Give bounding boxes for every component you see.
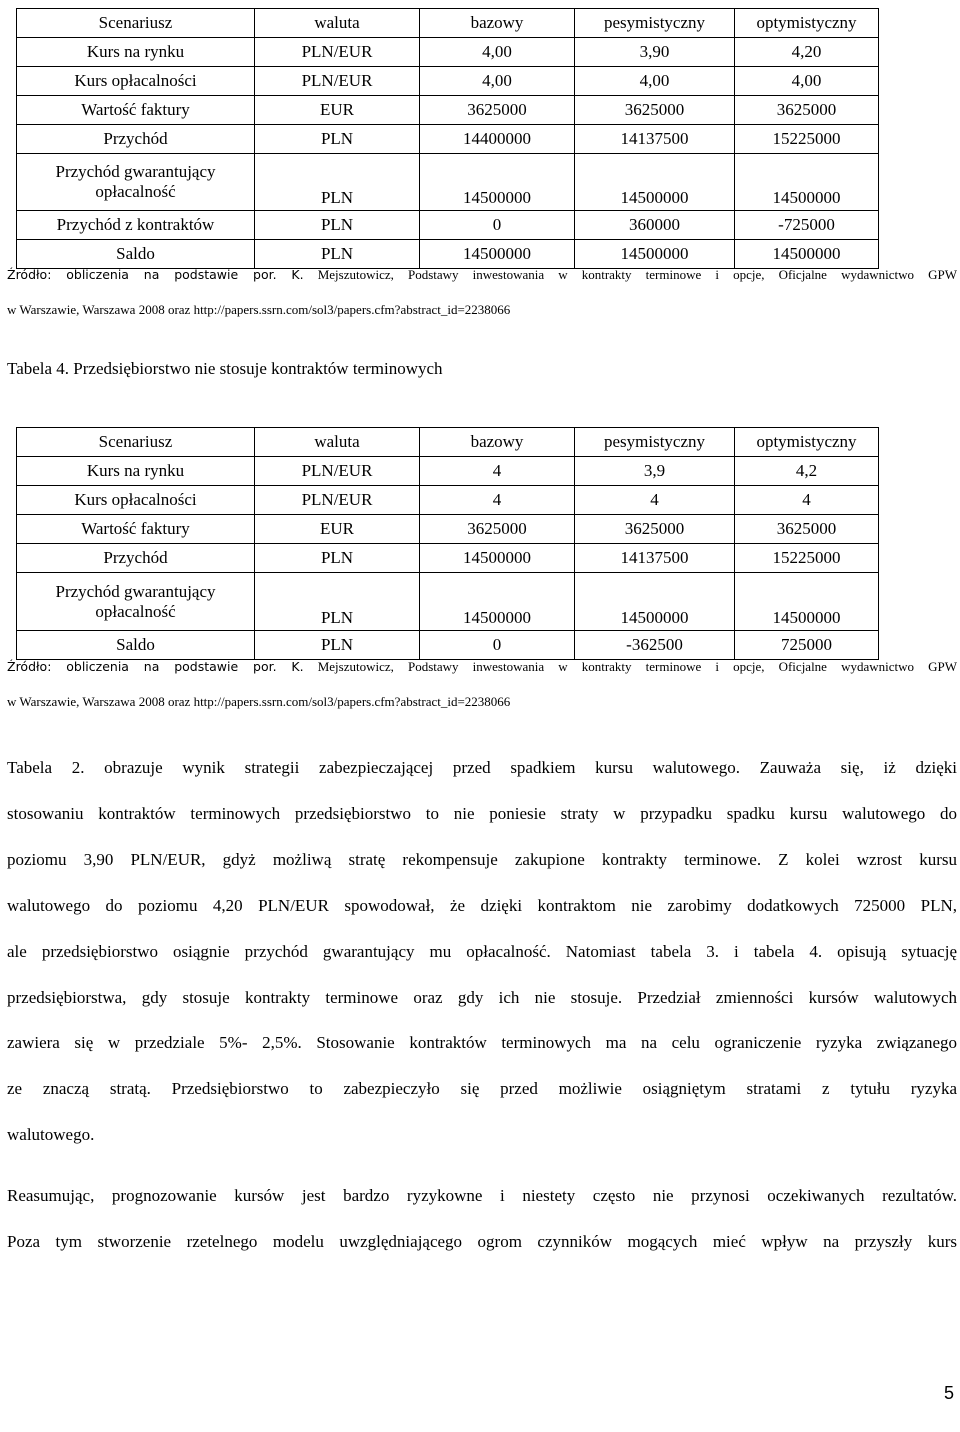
source-line-1 <box>7 267 957 283</box>
header-cell: optymistyczny <box>735 428 879 457</box>
table-row <box>17 154 879 211</box>
header-cell: pesymistyczny <box>575 428 735 457</box>
table-cell: Kurs na rynku <box>17 457 255 486</box>
table-cell: PLN <box>255 240 420 269</box>
table-cell: 725000 <box>735 631 879 660</box>
table-cell: 14500000 <box>735 240 879 269</box>
table-cell: -362500 <box>575 631 735 660</box>
table-cell: Przychód <box>17 125 255 154</box>
table-cell: 3625000 <box>575 515 735 544</box>
table-cell: 14137500 <box>575 125 735 154</box>
body-paragraph <box>7 745 957 1158</box>
table-kontrakty-scenariusze <box>16 8 879 269</box>
table-cell: 14400000 <box>420 125 575 154</box>
table-cell: Przychód z kontraktów <box>17 211 255 240</box>
paragraph-line: Reasumując, prognozowanie kursów jest bardzo ryzykowne i niestety często nie przynosi oczekiwanych rezultatów. <box>7 1186 957 1205</box>
table-cell: PLN <box>255 573 420 631</box>
table-row <box>17 486 879 515</box>
table-cell: PLN/EUR <box>255 67 420 96</box>
table-bez-kontraktow <box>16 427 879 660</box>
table-cell: 4 <box>735 486 879 515</box>
page-number: 5 <box>943 1383 954 1403</box>
table-row <box>17 457 879 486</box>
paragraph-line: ale przedsiębiorstwo osiągnie przychód gwarantujący mu opłacalność. Natomiast tabela 3. i tabela 4. opisują sytuację <box>7 941 957 961</box>
source-line-1 <box>7 659 957 675</box>
table-cell: 15225000 <box>735 125 879 154</box>
table-cell: PLN <box>255 125 420 154</box>
table-cell: PLN <box>255 544 420 573</box>
table-cell: 4,20 <box>735 38 879 67</box>
table-header-row <box>17 9 879 38</box>
paragraph-line: ze znaczą stratą. Przedsiębiorstwo to zabezpieczyło się przed możliwie osiągniętym stratami z tytułu ryzyka <box>7 1079 957 1099</box>
table-cell: 0 <box>420 211 575 240</box>
table-cell: Wartość faktury <box>17 96 255 125</box>
table-row <box>17 544 879 573</box>
table-row <box>17 211 879 240</box>
source-line-2: w Warszawie, Warszawa 2008 oraz http://papers.ssrn.com/sol3/papers.cfm?abstract_id=2238066 <box>7 302 511 317</box>
table-cell: 14500000 <box>575 154 735 211</box>
table-cell: 3625000 <box>420 96 575 125</box>
source-text: Mejszutowicz, Podstawy inwestowania w kontrakty terminowe i opcje, Oficjalne wydawnictwo GPW <box>317 659 957 674</box>
table-row <box>17 573 879 631</box>
table-cell: PLN/EUR <box>255 457 420 486</box>
table-cell: 4 <box>420 486 575 515</box>
source-lead: Źródło: obliczenia na podstawie por. K. <box>7 659 304 674</box>
table-row <box>17 38 879 67</box>
table-row <box>17 96 879 125</box>
header-cell: optymistyczny <box>735 9 879 38</box>
table-cell: 15225000 <box>735 544 879 573</box>
table-cell: 14500000 <box>420 240 575 269</box>
table-row <box>17 240 879 269</box>
header-cell: bazowy <box>420 428 575 457</box>
table-cell: 3625000 <box>420 515 575 544</box>
paragraph-line: Tabela 2. obrazuje wynik strategii zabezpieczającej przed spadkiem kursu walutowego. Zauważa się, iż dzięki <box>7 758 957 777</box>
table-cell: EUR <box>255 96 420 125</box>
table-cell: 14500000 <box>420 573 575 631</box>
table-cell: 4,2 <box>735 457 879 486</box>
paragraph-line: Poza tym stworzenie rzetelnego modelu uwzględniającego ogrom czynników mogących mieć wpływ na przyszły kurs <box>7 1231 957 1251</box>
table-cell: 14500000 <box>420 154 575 211</box>
source-text: Mejszutowicz, Podstawy inwestowania w kontrakty terminowe i opcje, Oficjalne wydawnictwo GPW <box>317 267 957 282</box>
source-lead: Źródło: obliczenia na podstawie por. K. <box>7 267 304 282</box>
table-cell: EUR <box>255 515 420 544</box>
header-cell: waluta <box>255 9 420 38</box>
paragraph-line: poziomu 3,90 PLN/EUR, gdyż możliwą stratę rekompensuje zakupione kontrakty terminowe. Z kolei wzrost kursu <box>7 849 957 869</box>
table-cell: Przychód gwarantujący opłacalność <box>17 573 255 631</box>
header-cell: Scenariusz <box>17 428 255 457</box>
table-cell: -725000 <box>735 211 879 240</box>
table-cell: Kurs opłacalności <box>17 67 255 96</box>
table-cell: 360000 <box>575 211 735 240</box>
table-cell: 0 <box>420 631 575 660</box>
table-caption: Tabela 4. Przedsiębiorstwo nie stosuje kontraktów terminowych <box>7 359 443 378</box>
table-cell: Saldo <box>17 240 255 269</box>
table-cell: Saldo <box>17 631 255 660</box>
table-cell: 3625000 <box>735 96 879 125</box>
table-cell: PLN <box>255 154 420 211</box>
table-cell: Przychód gwarantujący opłacalność <box>17 154 255 211</box>
table-cell: 14500000 <box>735 154 879 211</box>
paragraph-line: walutowego. <box>7 1125 95 1145</box>
table-cell: Przychód <box>17 544 255 573</box>
table-row <box>17 125 879 154</box>
table-cell: 3,9 <box>575 457 735 486</box>
body-paragraph <box>7 1173 957 1265</box>
source-line-2: w Warszawie, Warszawa 2008 oraz http://papers.ssrn.com/sol3/papers.cfm?abstract_id=2238066 <box>7 694 511 709</box>
header-cell: pesymistyczny <box>575 9 735 38</box>
table-cell: Wartość faktury <box>17 515 255 544</box>
paragraph-line: zawiera się w przedziale 5%- 2,5%. Stosowanie kontraktów terminowych ma na celu ograniczenie ryzyka związanego <box>7 1033 957 1053</box>
table-cell: PLN/EUR <box>255 38 420 67</box>
header-cell: Scenariusz <box>17 9 255 38</box>
table-cell: 14500000 <box>575 240 735 269</box>
header-cell: waluta <box>255 428 420 457</box>
table-cell: 4 <box>575 486 735 515</box>
table-row <box>17 515 879 544</box>
table-cell: PLN <box>255 211 420 240</box>
table-cell: 14137500 <box>575 544 735 573</box>
table-cell: Kurs opłacalności <box>17 486 255 515</box>
table-cell: 3,90 <box>575 38 735 67</box>
table-cell: PLN <box>255 631 420 660</box>
table-cell: 14500000 <box>735 573 879 631</box>
header-cell: bazowy <box>420 9 575 38</box>
table-header-row <box>17 428 879 457</box>
table-cell: 14500000 <box>575 573 735 631</box>
table-cell: 4,00 <box>420 67 575 96</box>
table-cell: 3625000 <box>575 96 735 125</box>
paragraph-line: walutowego do poziomu 4,20 PLN/EUR spowodował, że dzięki kontraktom nie zarobimy dodatkowych 725000 PLN, <box>7 895 957 915</box>
table-row <box>17 67 879 96</box>
table-cell: Kurs na rynku <box>17 38 255 67</box>
table-row <box>17 631 879 660</box>
table-cell: 4,00 <box>735 67 879 96</box>
table-cell: PLN/EUR <box>255 486 420 515</box>
paragraph-line: przedsiębiorstwa, gdy stosuje kontrakty terminowe oraz gdy ich nie stosuje. Przedział zmienności kursów walutowych <box>7 987 957 1007</box>
table-cell: 4,00 <box>575 67 735 96</box>
paragraph-line: stosowaniu kontraktów terminowych przedsiębiorstwo to nie poniesie straty w przypadku spadku kursu walutowego do <box>7 803 957 823</box>
table-cell: 14500000 <box>420 544 575 573</box>
table-cell: 4,00 <box>420 38 575 67</box>
table-cell: 3625000 <box>735 515 879 544</box>
table-cell: 4 <box>420 457 575 486</box>
